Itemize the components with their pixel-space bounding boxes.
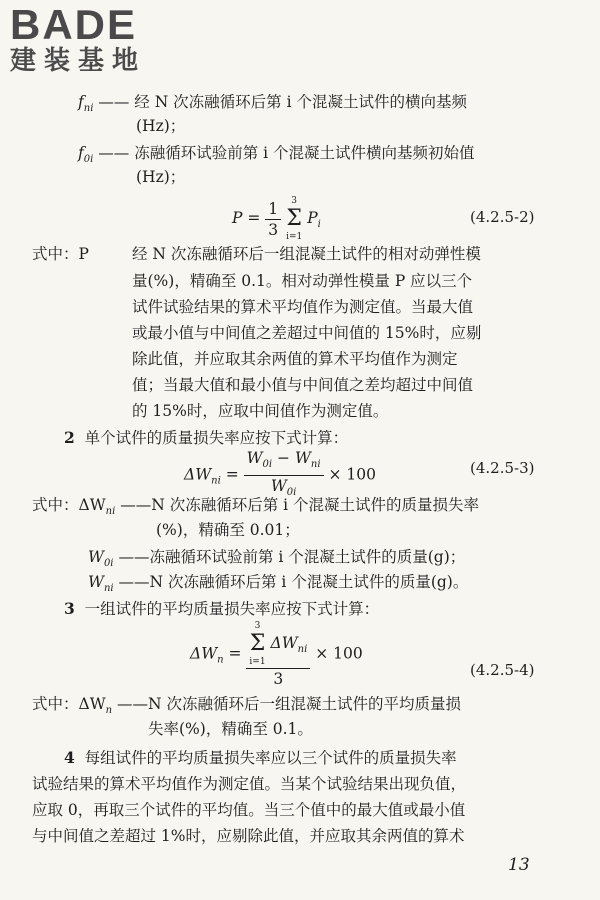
summation-icon: 3 Σ i=1: [286, 196, 303, 242]
equation-number: (4.2.5-4): [470, 661, 535, 679]
logo-subtitle: 建装基地: [10, 46, 147, 76]
definition-delta-w-ni-cont: (%)，精确至 0.01；: [156, 521, 300, 539]
item-number: 2: [64, 428, 75, 447]
definition-f-ni-cont: (Hz)；: [136, 117, 186, 135]
fraction-average: 3 Σ i=1 $\Delta W_{ni}$ 3: [246, 620, 310, 689]
where-label-p: 式中：P: [32, 245, 89, 263]
definition-f-0i: $f_{0i}$ —— 冻融循环试验前第 i 个混凝土试件横向基频初始值: [78, 144, 475, 166]
item-4-line: 与中间值之差超过 1%时，应剔除此值，并应取其余两值的算术: [32, 827, 465, 845]
definition-delta-w-n: 式中：$\Delta W_n$ ——N 次冻融循环后一组混凝土试件的平均质量损: [32, 695, 462, 717]
publisher-logo: [10, 1, 147, 76]
definition-delta-w-ni: 式中：$\Delta W_{ni}$ ——N 次冻融循环后第 i 个混凝土试件的质量损失率: [32, 496, 480, 518]
fraction-mass-loss: $\frac{W_{0i} - W_{ni}}{W_{0i}}$: [244, 448, 324, 503]
item-number: 4: [64, 748, 75, 767]
item-4-line: 试验结果的算术平均值作为测定值。当某个试验结果出现负值，: [32, 775, 467, 793]
where-p-line: 值；当最大值和最小值与中间值之差均超过中间值: [132, 376, 474, 394]
item-number: 3: [64, 599, 75, 618]
item-4: 4 每组试件的平均质量损失率应以三个试件的质量损失率: [64, 748, 457, 767]
definition-f-0i-cont: (Hz)；: [136, 168, 186, 186]
where-p-line: 试件试验结果的算术平均值作为测定值。当最大值: [132, 298, 474, 316]
definition-text: 经 N 次冻融循环后第 i 个混凝土试件的横向基频: [134, 93, 467, 111]
equation-mass-loss-average: $\Delta W_n$ = 3 Σ i=1 $\Delta W_{ni}$ 3 × 100: [190, 621, 363, 688]
where-p-line: 除此值，并应取其余两值的算术平均值作为测定: [132, 350, 458, 368]
where-p-line: 或最小值与中间值之差超过中间值的 15%时，应剔: [132, 324, 482, 342]
equation-number: (4.2.5-2): [470, 208, 535, 226]
where-p-line: 经 N 次冻融循环后一组混凝土试件的相对动弹性模: [132, 245, 481, 263]
fraction-one-third: $\frac{1}{3}$: [265, 199, 281, 240]
definition-text: 冻融循环试验前第 i 个混凝土试件横向基频初始值: [134, 144, 475, 162]
item-2: 2 单个试件的质量损失率应按下式计算：: [64, 428, 349, 447]
definition-w-0i: $W_{0i}$ ——冻融循环试验前第 i 个混凝土试件的质量(g)；: [88, 548, 466, 570]
where-p-line: 的 15%时，应取中间值作为测定值。: [132, 402, 389, 420]
item-4-line: 应取 0，再取三个试件的平均值。当三个值中的最大值或最小值: [32, 801, 466, 819]
definition-w-ni: $W_{ni}$ ——N 次冻融循环后第 i 个混凝土试件的质量(g)。: [88, 573, 469, 595]
equation-relative-modulus: P = $\frac{1}{3}$ 3 Σ i=1 $P_i$: [232, 196, 321, 242]
equation-mass-loss-single: $\Delta W_{ni}$ = $\frac{W_{0i} - W_{ni}}{W_{0i}}$ × 100: [184, 448, 376, 503]
definition-delta-w-n-cont: 失率(%)，精确至 0.1。: [148, 720, 313, 738]
where-p-line: 量(%)，精确至 0.1。相对动弹性模量 P 应以三个: [132, 272, 473, 290]
item-3: 3 一组试件的平均质量损失率应按下式计算：: [64, 599, 380, 618]
page-number: 13: [508, 855, 530, 875]
logo-brand: BADE: [10, 1, 138, 48]
equation-number: (4.2.5-3): [470, 459, 535, 477]
definition-f-ni: $f_{ni}$ —— 经 N 次冻融循环后第 i 个混凝土试件的横向基频: [78, 93, 467, 115]
summation-icon: 3 Σ i=1: [249, 621, 266, 667]
